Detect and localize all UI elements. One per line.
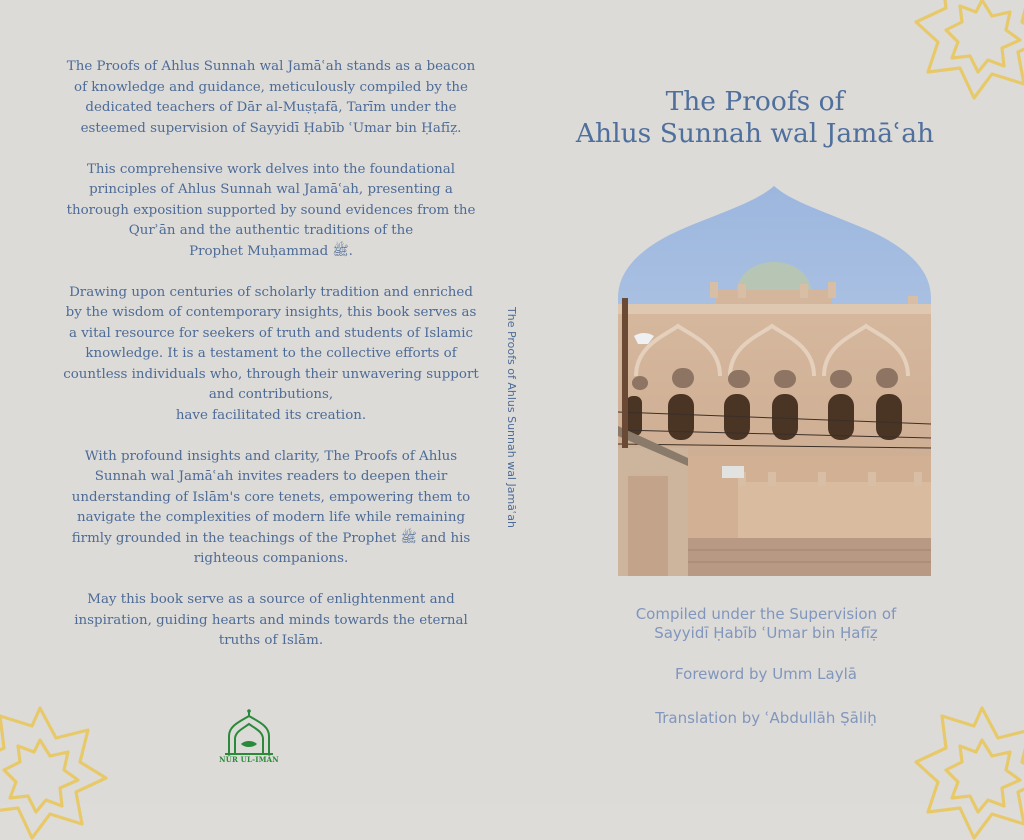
compiled-line-2: Sayyidī Ḥabīb ʿUmar bin Ḥafīẓ [654,624,878,642]
blurb-paragraph-5: May this book serve as a source of enlightenment and inspiration, guiding hearts and minds towards the eternal truths of Islām. [74,592,468,648]
compiled-credit [596,605,936,643]
translation-credit [596,709,936,728]
title-line-2: Ahlus Sunnah wal Jamāʿah [575,118,935,149]
translation-text: Translation by ʿAbdullāh Ṣāliḥ [655,709,877,727]
compiled-line-1: Compiled under the Supervision of [635,605,897,623]
spine-title: The Proofs of Ahlus Sunnah wal Jamāʿah [505,307,518,529]
publisher-logo-text: NŪR UL-IMĀN [219,755,279,764]
blurb-paragraph-4: With profound insights and clarity, The Proofs of Ahlus Sunnah wal Jamāʿah invites readers to deepen their understanding of Islām's core tenets, empowering them to navigate the complexities of modern life while remaining firmly grounded in the teachings of the Prophet ﷺ and his righteous companions. [71,448,471,566]
book-title [548,86,962,150]
blurb-paragraph-2: This comprehensive work delves into the foundational principles of Ahlus Sunnah wal Jamāʿah, presenting a thorough exposition supported by sound evidences from the Qurʾān and the authentic traditions of the Prophet Muḥammad ﷺ. [66,161,476,259]
foreword-credit [596,665,936,684]
title-line-1: The Proofs of [665,86,845,117]
blurb-paragraph-1: The Proofs of Ahlus Sunnah wal Jamāʿah stands as a beacon of knowledge and guidance, meticulously compiled by the dedicated teachers of Dār al-Muṣṭafā, Tarīm under the esteemed supervision of Sayyidī Ḥabīb ʿUmar bin Ḥafīẓ. [66,59,476,136]
blurb-paragraph-3: Drawing upon centuries of scholarly tradition and enriched by the wisdom of contemporary insights, this book serves as a vital resource for seekers of truth and students of Islamic knowledge. It is a testament to the collective efforts of countless individuals who, through their unwavering support and contributions, have facilitated its creation. [63,284,479,423]
back-cover-blurb [40,57,502,672]
arched-building-photo [618,186,931,576]
star-ornament-bottom-left-icon [0,700,110,840]
foreword-text: Foreword by Umm Laylā [675,665,857,683]
star-ornament-bottom-right-icon [912,700,1024,840]
star-ornament-top-right-icon [912,0,1024,100]
